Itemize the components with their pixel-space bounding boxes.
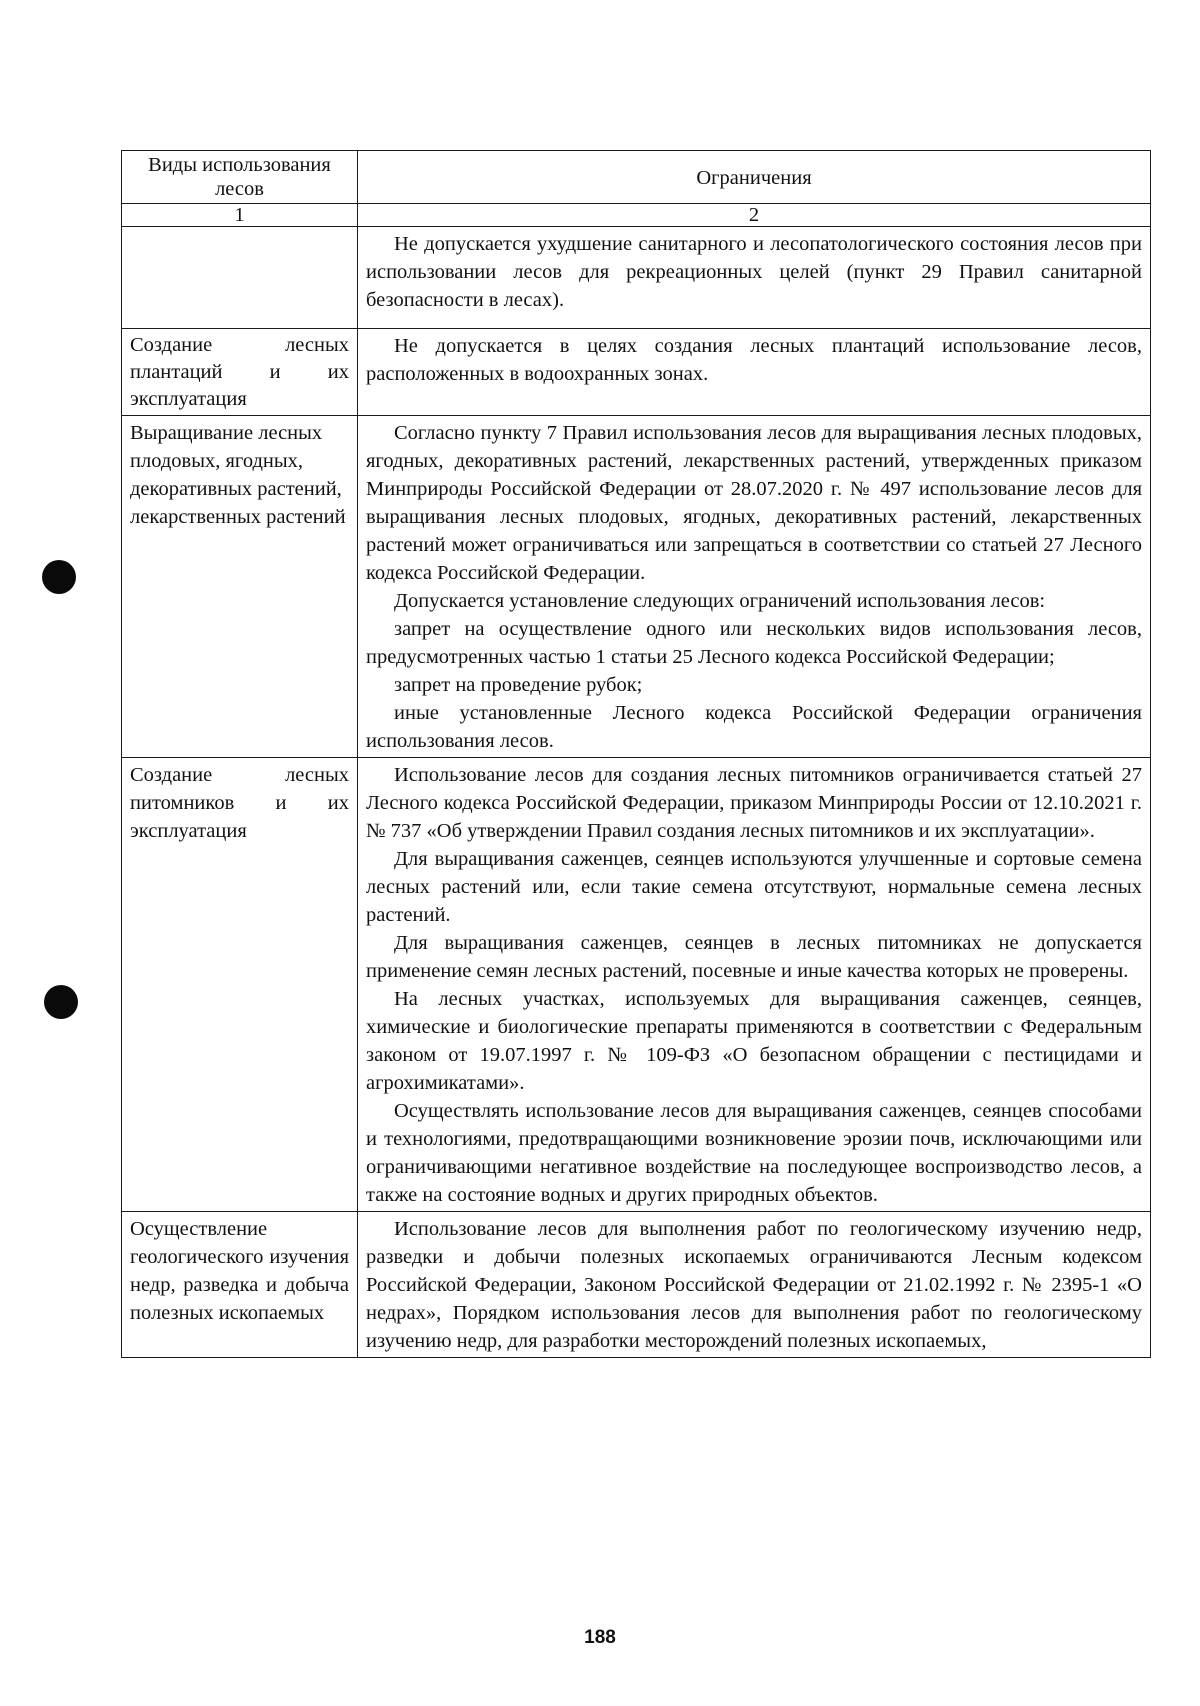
restriction-paragraph: Осуществлять использование лесов для выращивания саженцев, сеянцев способами и технологиями, предотвращающими возникновение эрозии почв, исключающими или ограничивающими негативное воздействие на последующее воспроизводство лесов, а также на состояние водных и других природных объектов. [366, 1100, 1142, 1206]
column-number-row [122, 204, 1151, 227]
restriction-paragraph: На лесных участках, используемых для выращивания саженцев, сеянцев, химические и биологические препараты применяются в соответствии с Федеральным законом от 19.07.1997 г. № 109-ФЗ «О безопасном обращении с пестицидами и агрохимикатами». [366, 988, 1142, 1094]
row-use-type: Выращивание лесных плодовых, ягодных, декоративных растений, лекарственных растений [122, 416, 358, 758]
row-use-type [122, 227, 358, 329]
table-row [122, 758, 1151, 1212]
restriction-paragraph: запрет на проведение рубок; [394, 674, 643, 696]
row-restrictions [358, 227, 1151, 329]
row-use-type: Создание лесных питомников и их эксплуатация [122, 758, 358, 1212]
row-restrictions [358, 1212, 1151, 1358]
row-use-type: Осуществление геологического изучения недр, разведка и добыча полезных ископаемых [122, 1212, 358, 1358]
restriction-paragraph: Для выращивания саженцев, сеянцев в лесных питомниках не допускается применение семян лесных растений, посевные и иные качества которых не проверены. [366, 932, 1142, 982]
restriction-paragraph: Не допускается ухудшение санитарного и лесопатологического состояния лесов при использовании лесов для рекреационных целей (пункт 29 Правил санитарной безопасности в лесах). [366, 233, 1142, 311]
table-row [122, 329, 1151, 416]
table-row [122, 1212, 1151, 1358]
header-forest-use-types: Виды использования лесов [122, 151, 358, 204]
row-restrictions [358, 758, 1151, 1212]
column-number-1: 1 [122, 204, 358, 227]
row-restrictions [358, 416, 1151, 758]
restriction-paragraph: Использование лесов для выполнения работ по геологическому изучению недр, разведки и добычи полезных ископаемых ограничиваются Лесным кодексом Российской Федерации, Законом Российской Федерации от 21.02.1992 г. № 2395-1 «О недрах», Порядком использования лесов для выполнения работ по геологическому изучению недр, для разработки месторождений полезных ископаемых, [366, 1218, 1142, 1352]
table-header-row [122, 151, 1151, 204]
restriction-paragraph: Для выращивания саженцев, сеянцев используются улучшенные и сортовые семена лесных растений или, если такие семена отсутствуют, нормальные семена лесных растений. [366, 848, 1142, 926]
header-restrictions: Ограничения [358, 151, 1151, 204]
punch-hole-top [42, 560, 76, 594]
restriction-paragraph: Не допускается в целях создания лесных плантаций использование лесов, расположенных в водоохранных зонах. [366, 335, 1142, 385]
restriction-paragraph: иные установленные Лесного кодекса Российской Федерации ограничения использования лесов. [366, 702, 1142, 752]
row-restrictions [358, 329, 1151, 416]
punch-hole-bottom [44, 985, 78, 1019]
restriction-paragraph: запрет на осуществление одного или нескольких видов использования лесов, предусмотренных частью 1 статьи 25 Лесного кодекса Российской Федерации; [366, 618, 1142, 668]
column-number-2: 2 [358, 204, 1151, 227]
table-row [122, 227, 1151, 329]
page-number: 188 [584, 1627, 616, 1648]
row-use-type: Создание лесных плантаций и их эксплуатация [122, 329, 358, 416]
restrictions-table [121, 150, 1151, 1358]
restriction-paragraph: Допускается установление следующих ограничений использования лесов: [394, 590, 1046, 612]
restriction-paragraph: Согласно пункту 7 Правил использования лесов для выращивания лесных плодовых, ягодных, декоративных растений, лекарственных растений, утвержденных приказом Минприроды Российской Федерации от 28.07.2020 г. № 497 использование лесов для выращивания лесных плодовых, ягодных, декоративных растений, лекарственных растений может ограничиваться или запрещаться в соответствии со статьей 27 Лесного кодекса Российской Федерации. [366, 422, 1142, 584]
table-row [122, 416, 1151, 758]
restriction-paragraph: Использование лесов для создания лесных питомников ограничивается статьей 27 Лесного кодекса Российской Федерации, приказом Минприроды России от 12.10.2021 г. № 737 «Об утверждении Правил создания лесных питомников и их эксплуатации». [366, 764, 1142, 842]
